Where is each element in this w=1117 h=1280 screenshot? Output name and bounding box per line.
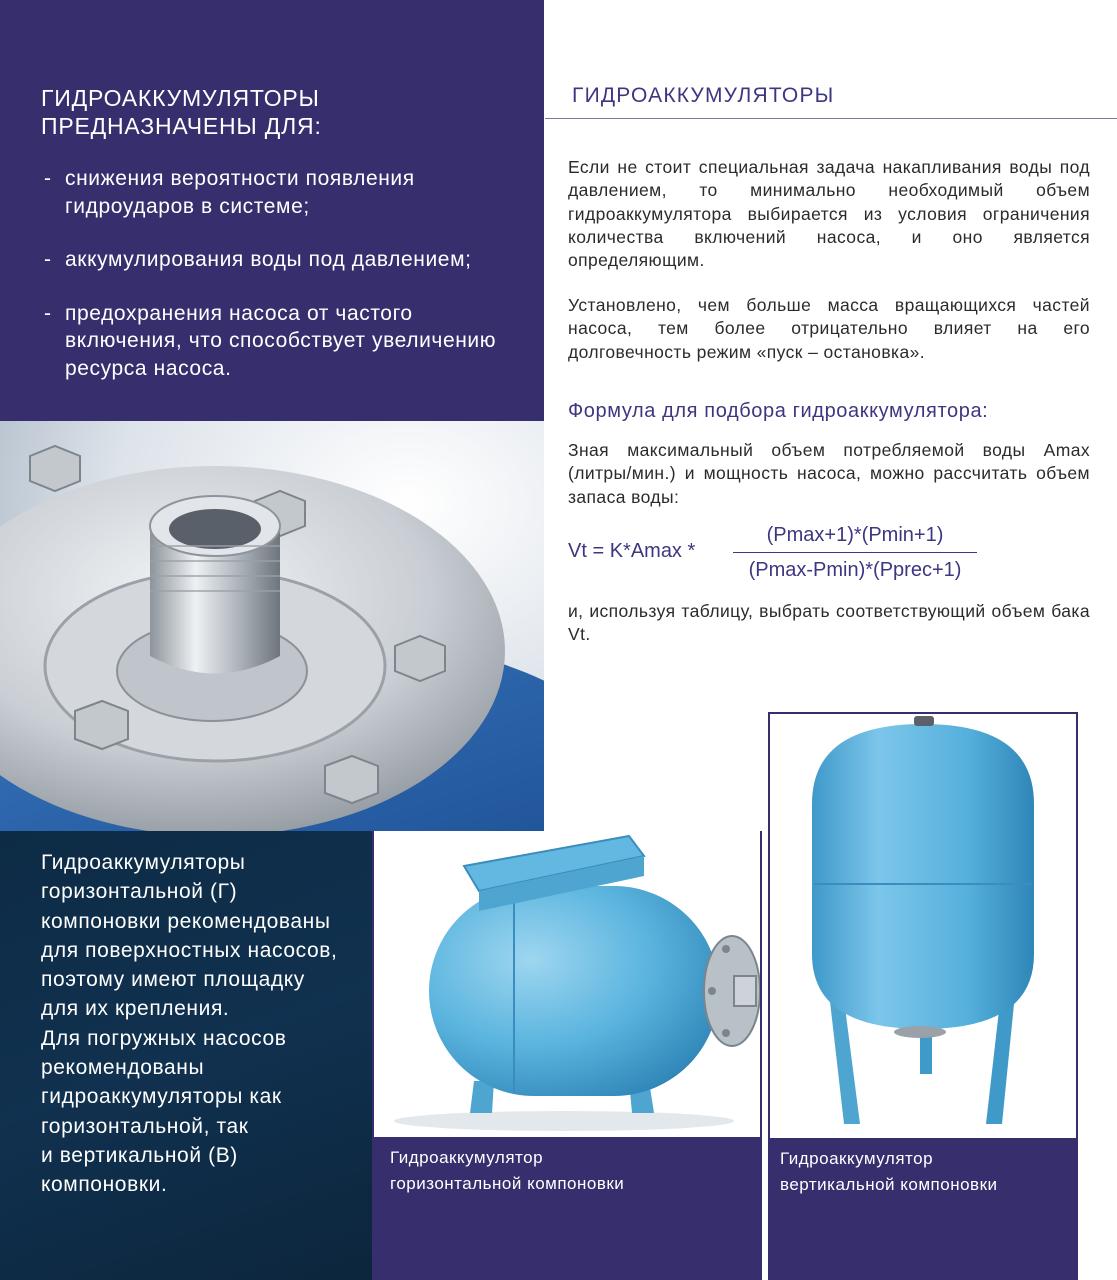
vertical-tank-illustration <box>770 714 1076 1138</box>
paragraph-pump-wear: Установлено, чем больше масса вращающихся частей насоса, тем более отрицательно влияет на его долговечность режим «пуск – остановка». <box>568 295 1090 362</box>
list-item: - аккумулирования воды под давлением; <box>44 248 472 271</box>
intro-list <box>44 165 524 408</box>
formula-denominator: (Pmax-Pmin)*(Pprec+1) <box>748 559 962 581</box>
usage-text: Гидроаккумуляторы горизонтальной (Г) компоновки рекомендованы для поверхностных насосов, поэтому имеют площадку для их крепления. Для погружных насосов рекомендованы гидроаккумуляторы как горизонтальной, так и вертикальной (В) компоновки. <box>41 851 338 1197</box>
list-item: - предохранения насоса от частого включения, что способствует увеличению ресурса насоса. <box>44 301 497 380</box>
flange-photo <box>0 421 544 831</box>
product-card-vertical <box>768 712 1078 1280</box>
paragraph-table-hint: и, используя таблицу, выбрать соответствующий объем бака Vt. <box>568 601 1090 645</box>
intro-heading: ГИДРОАККУМУЛЯТОРЫ ПРЕДНАЗНАЧЕНЫ ДЛЯ: <box>41 85 322 139</box>
vertical-caption: Гидроаккумулятор вертикальной компоновки <box>780 1149 998 1194</box>
horizontal-caption: Гидроаккумулятор горизонтальной компоновки <box>390 1148 625 1193</box>
flange-illustration <box>0 421 544 831</box>
list-item: - снижения вероятности появления гидроударов в системе; <box>44 167 415 218</box>
paragraph-formula-intro: Зная максимальный объем потребляемой воды Amax (литры/мин.) и мощность насоса, можно рассчитать объем запаса воды: <box>568 440 1090 507</box>
formula-title: Формула для подбора гидроаккумулятора: <box>568 400 989 422</box>
fraction-bar <box>733 552 977 553</box>
formula-numerator: (Pmax+1)*(Pmin+1) <box>766 524 944 546</box>
paragraph-selection-criteria: Если не стоит специальная задача накапливания воды под давлением, то минимально необходимый объем гидроаккумулятора выбирается из условия ограничения количества включений насоса, и оно является определяющим. <box>568 157 1090 271</box>
title-divider <box>545 118 1117 119</box>
product-card-horizontal <box>372 831 762 1280</box>
horizontal-tank-illustration <box>374 831 760 1137</box>
horizontal-tank-photo <box>374 831 760 1137</box>
section-title: ГИДРОАККУМУЛЯТОРЫ <box>572 84 835 107</box>
formula-lhs: Vt = K*Amax * <box>568 540 696 562</box>
formula-fraction <box>733 521 977 584</box>
vertical-tank-photo <box>770 714 1076 1138</box>
